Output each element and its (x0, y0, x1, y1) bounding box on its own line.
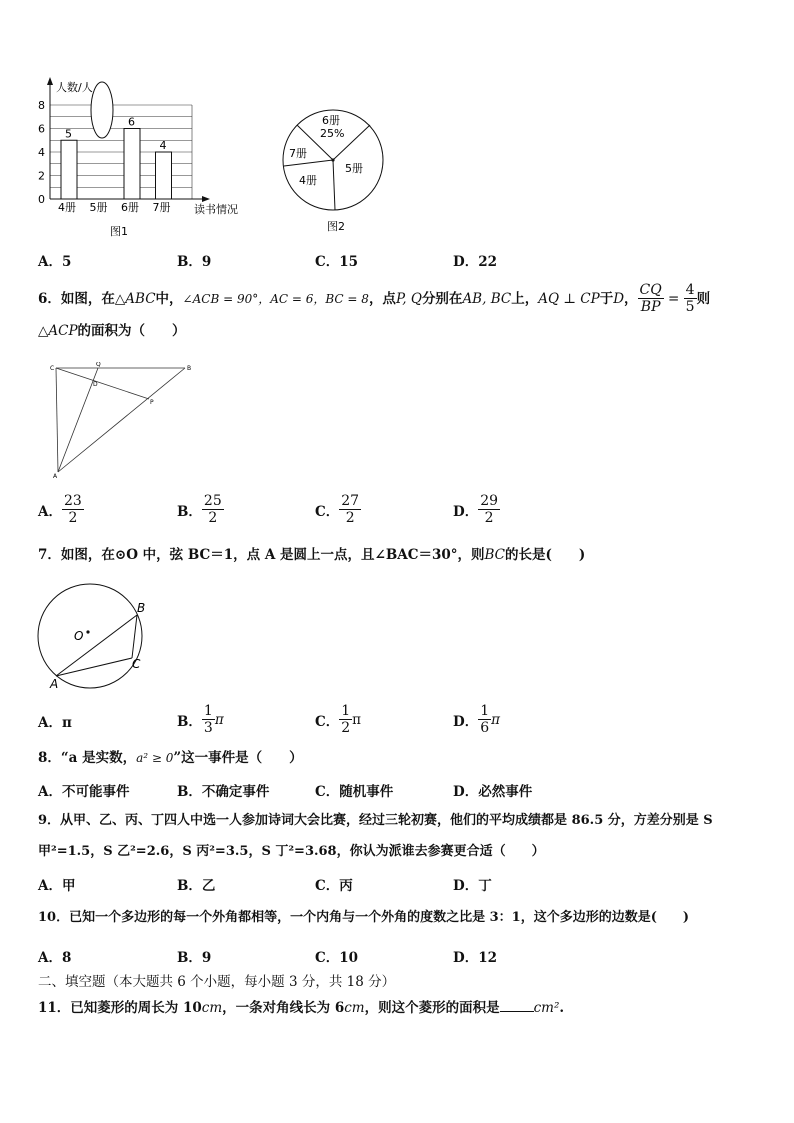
q9-option-d: D．丁 (453, 878, 492, 894)
q6-option-c (315, 493, 361, 526)
option-letter: B． (177, 503, 202, 520)
q5-option-d: D．22 (453, 254, 497, 270)
frac-num: 29 (480, 493, 499, 509)
q10-option-a: A．8 (38, 950, 72, 966)
y-tick-label: 0 (38, 193, 45, 206)
frac-den: 2 (208, 510, 218, 526)
frac-den: 6 (480, 720, 490, 736)
q8-text: ”这一事件是（ ） (173, 750, 303, 766)
frac-den: 2 (484, 510, 494, 526)
label-b: B (187, 365, 192, 372)
frac-num: 23 (63, 493, 82, 509)
q6-val-num: 4 (685, 282, 695, 298)
option-letter: B． (177, 713, 202, 730)
q6-question-line2 (38, 322, 186, 340)
q8-option-d: D．必然事件 (453, 784, 533, 800)
q6-question (38, 282, 710, 315)
q6-frac-num: CQ (639, 282, 662, 298)
q5-option-c: C．15 (315, 254, 359, 270)
center-dot (86, 630, 89, 633)
label-a: A (53, 473, 58, 480)
q6-value-fraction (684, 282, 697, 315)
x-axis-arrow (202, 196, 210, 202)
x-tick-label: 7册 (152, 201, 171, 214)
q6-text: 分别在 (421, 290, 463, 307)
q6-points: P, Q (395, 290, 422, 307)
option-letter: D． (453, 713, 479, 730)
q6-option-d (453, 493, 500, 526)
q7-option-b (177, 703, 224, 736)
bar-data-label: 5 (65, 127, 72, 141)
label-b: B (137, 601, 146, 615)
q11-unit: cm (201, 1000, 223, 1016)
pie-label-5: 5册 (345, 162, 363, 175)
q6-equals: = (663, 290, 684, 307)
section-heading: 二、填空题（本大题共 6 个小题，每小题 3 分，共 18 分） (38, 974, 396, 990)
q6-text: ，点 (368, 290, 396, 307)
q6-option-a (38, 493, 84, 526)
q8-option-c: C．随机事件 (315, 784, 394, 800)
q6-ratio-fraction (638, 282, 664, 315)
q8-math: a² ≥ 0 (136, 751, 174, 765)
q11-text: 11．已知菱形的周长为 10 (38, 1000, 202, 1016)
x-tick-label: 4册 (58, 201, 76, 214)
q6-option-b (177, 493, 224, 526)
q10-option-b: B．9 (177, 950, 212, 966)
y-axis-label: 人数/人 (56, 81, 93, 94)
label-c: C (50, 365, 55, 372)
y-axis-arrow (47, 77, 53, 85)
bar-6册 (124, 129, 140, 200)
q11-text: . (559, 1000, 565, 1016)
q6-sides: AB, BC (462, 290, 512, 307)
option-fraction (478, 703, 491, 736)
x-tick-label: 5册 (89, 201, 108, 214)
q6-text: ， (624, 290, 638, 307)
frac-den: 2 (341, 720, 351, 736)
pie-chart-figure2 (275, 102, 395, 237)
q6-text: 中， (155, 290, 183, 307)
x-axis-label: 读书情况 (194, 203, 238, 216)
q6-point-d: D (613, 290, 625, 307)
q9-option-c: C．丙 (315, 878, 353, 894)
pie-label-percent: 25% (320, 127, 345, 140)
pi-symbol: π (491, 711, 501, 728)
q10-option-c: C．10 (315, 950, 359, 966)
option-letter: C． (315, 713, 340, 730)
q9-question-line1: 9．从甲、乙、丙、丁四人中选一人参加诗词大会比赛，经过三轮初赛，他们的平均成绩都是 86.5 分，方差分别是 S (38, 813, 713, 828)
q7-option-d (453, 703, 500, 736)
y-tick-label: 4 (38, 146, 45, 159)
pie-label-4: 4册 (299, 174, 317, 187)
q8-text: 8．“a 是实数， (38, 750, 137, 766)
label-a: A (50, 677, 59, 691)
q6-perpendicular: AQ ⊥ CP (538, 290, 600, 307)
label-o: O (74, 629, 84, 643)
pie-label-6: 6册 (322, 114, 340, 127)
frac-den: 2 (345, 510, 355, 526)
segment-ca (56, 368, 58, 472)
y-tick-label: 8 (38, 99, 45, 112)
bar-7册 (156, 152, 172, 199)
option-fraction (339, 703, 352, 736)
bar-chart-figure1 (30, 75, 260, 240)
q11-unit: cm (344, 1000, 365, 1016)
y-tick-label: 2 (38, 169, 45, 183)
option-letter: A． (38, 503, 62, 520)
frac-num: 1 (203, 703, 213, 719)
q5-option-b: B．9 (177, 254, 212, 270)
x-tick-label: 6册 (121, 201, 139, 214)
q7-text: 7．如图，在⊙O 中，弦 BC＝1，点 A 是圆上一点，且∠BAC＝30°，则 (38, 547, 485, 563)
frac-num: 1 (341, 703, 351, 719)
pi-symbol: π (352, 711, 362, 728)
ink-blot-ellipse (91, 82, 113, 138)
segment-aq (58, 368, 98, 472)
q11-question (38, 999, 564, 1017)
frac-num: 1 (480, 703, 490, 719)
bar-4册 (61, 140, 77, 199)
q6-text: 则 (696, 290, 711, 307)
q11-unit: cm² (533, 1000, 560, 1016)
q6-text: 上， (511, 290, 539, 307)
y-tick-label: 6 (38, 122, 45, 136)
q6-condition: ∠ACB = 90°，AC = 6，BC = 8 (182, 291, 369, 306)
option-fraction (202, 493, 224, 526)
frac-num: 25 (203, 493, 222, 509)
frac-den: 2 (68, 510, 78, 526)
label-d: D (93, 381, 98, 388)
q8-question (38, 749, 303, 767)
pie-center-dot (331, 158, 334, 161)
option-fraction (62, 493, 84, 526)
label-p: P (150, 399, 154, 406)
q7-circle-figure (34, 582, 154, 692)
q7-question (38, 546, 585, 564)
q5-option-a: A．5 (38, 254, 72, 270)
q11-text: ，则这个菱形的面积是 (364, 1000, 500, 1016)
segment-cp (56, 368, 149, 399)
q7-option-a: A．π (38, 715, 72, 731)
q6-val-den: 5 (685, 299, 695, 315)
answer-blank[interactable] (500, 999, 534, 1012)
option-fraction (339, 493, 361, 526)
circle-o (38, 584, 142, 688)
q9-question-line2: 甲²=1.5，S 乙²=2.6，S 丙²=3.5，S 丁²=3.68，你认为派谁去参赛更合适（ ） (38, 844, 545, 859)
frac-den: 3 (203, 720, 213, 736)
pie-label-7: 7册 (289, 147, 307, 160)
q7-text: 的长是( ) (505, 547, 586, 563)
q6-triangle-acp: △ACP (38, 323, 78, 339)
bar-data-label: 4 (159, 139, 167, 152)
q10-option-d: D．12 (453, 950, 497, 966)
q6-text: 的面积为（ ） (77, 323, 186, 339)
option-letter: D． (453, 503, 479, 520)
q7-option-c (315, 703, 361, 736)
q9-option-b: B．乙 (177, 878, 216, 894)
q6-triangle: △ABC (114, 290, 156, 307)
option-fraction (478, 493, 500, 526)
option-letter: C． (315, 503, 340, 520)
option-fraction (202, 703, 215, 736)
chord-bc (132, 615, 137, 658)
figure1-caption: 图1 (110, 225, 128, 238)
segment-ab (58, 368, 185, 472)
q6-prefix: 6．如图，在 (38, 290, 115, 307)
q6-triangle-figure (48, 362, 198, 482)
label-c: C (132, 657, 141, 671)
q8-option-b: B．不确定事件 (177, 784, 270, 800)
q6-text: 于 (599, 290, 614, 307)
bar-data-label: 6 (128, 115, 135, 129)
q7-arc-bc: BC (484, 547, 506, 563)
q9-option-a: A．甲 (38, 878, 76, 894)
q10-question: 10．已知一个多边形的每一个外角都相等，一个内角与一个外角的度数之比是 3：1，这个多边形的边数是( ) (38, 910, 690, 925)
label-q: Q (96, 362, 101, 368)
q6-frac-den: BP (640, 299, 661, 315)
pi-symbol: π (214, 711, 224, 728)
figure2-caption: 图2 (327, 220, 345, 233)
frac-num: 27 (341, 493, 360, 509)
q8-option-a: A．不可能事件 (38, 784, 130, 800)
q11-text: ，一条对角线长为 6 (222, 1000, 345, 1016)
